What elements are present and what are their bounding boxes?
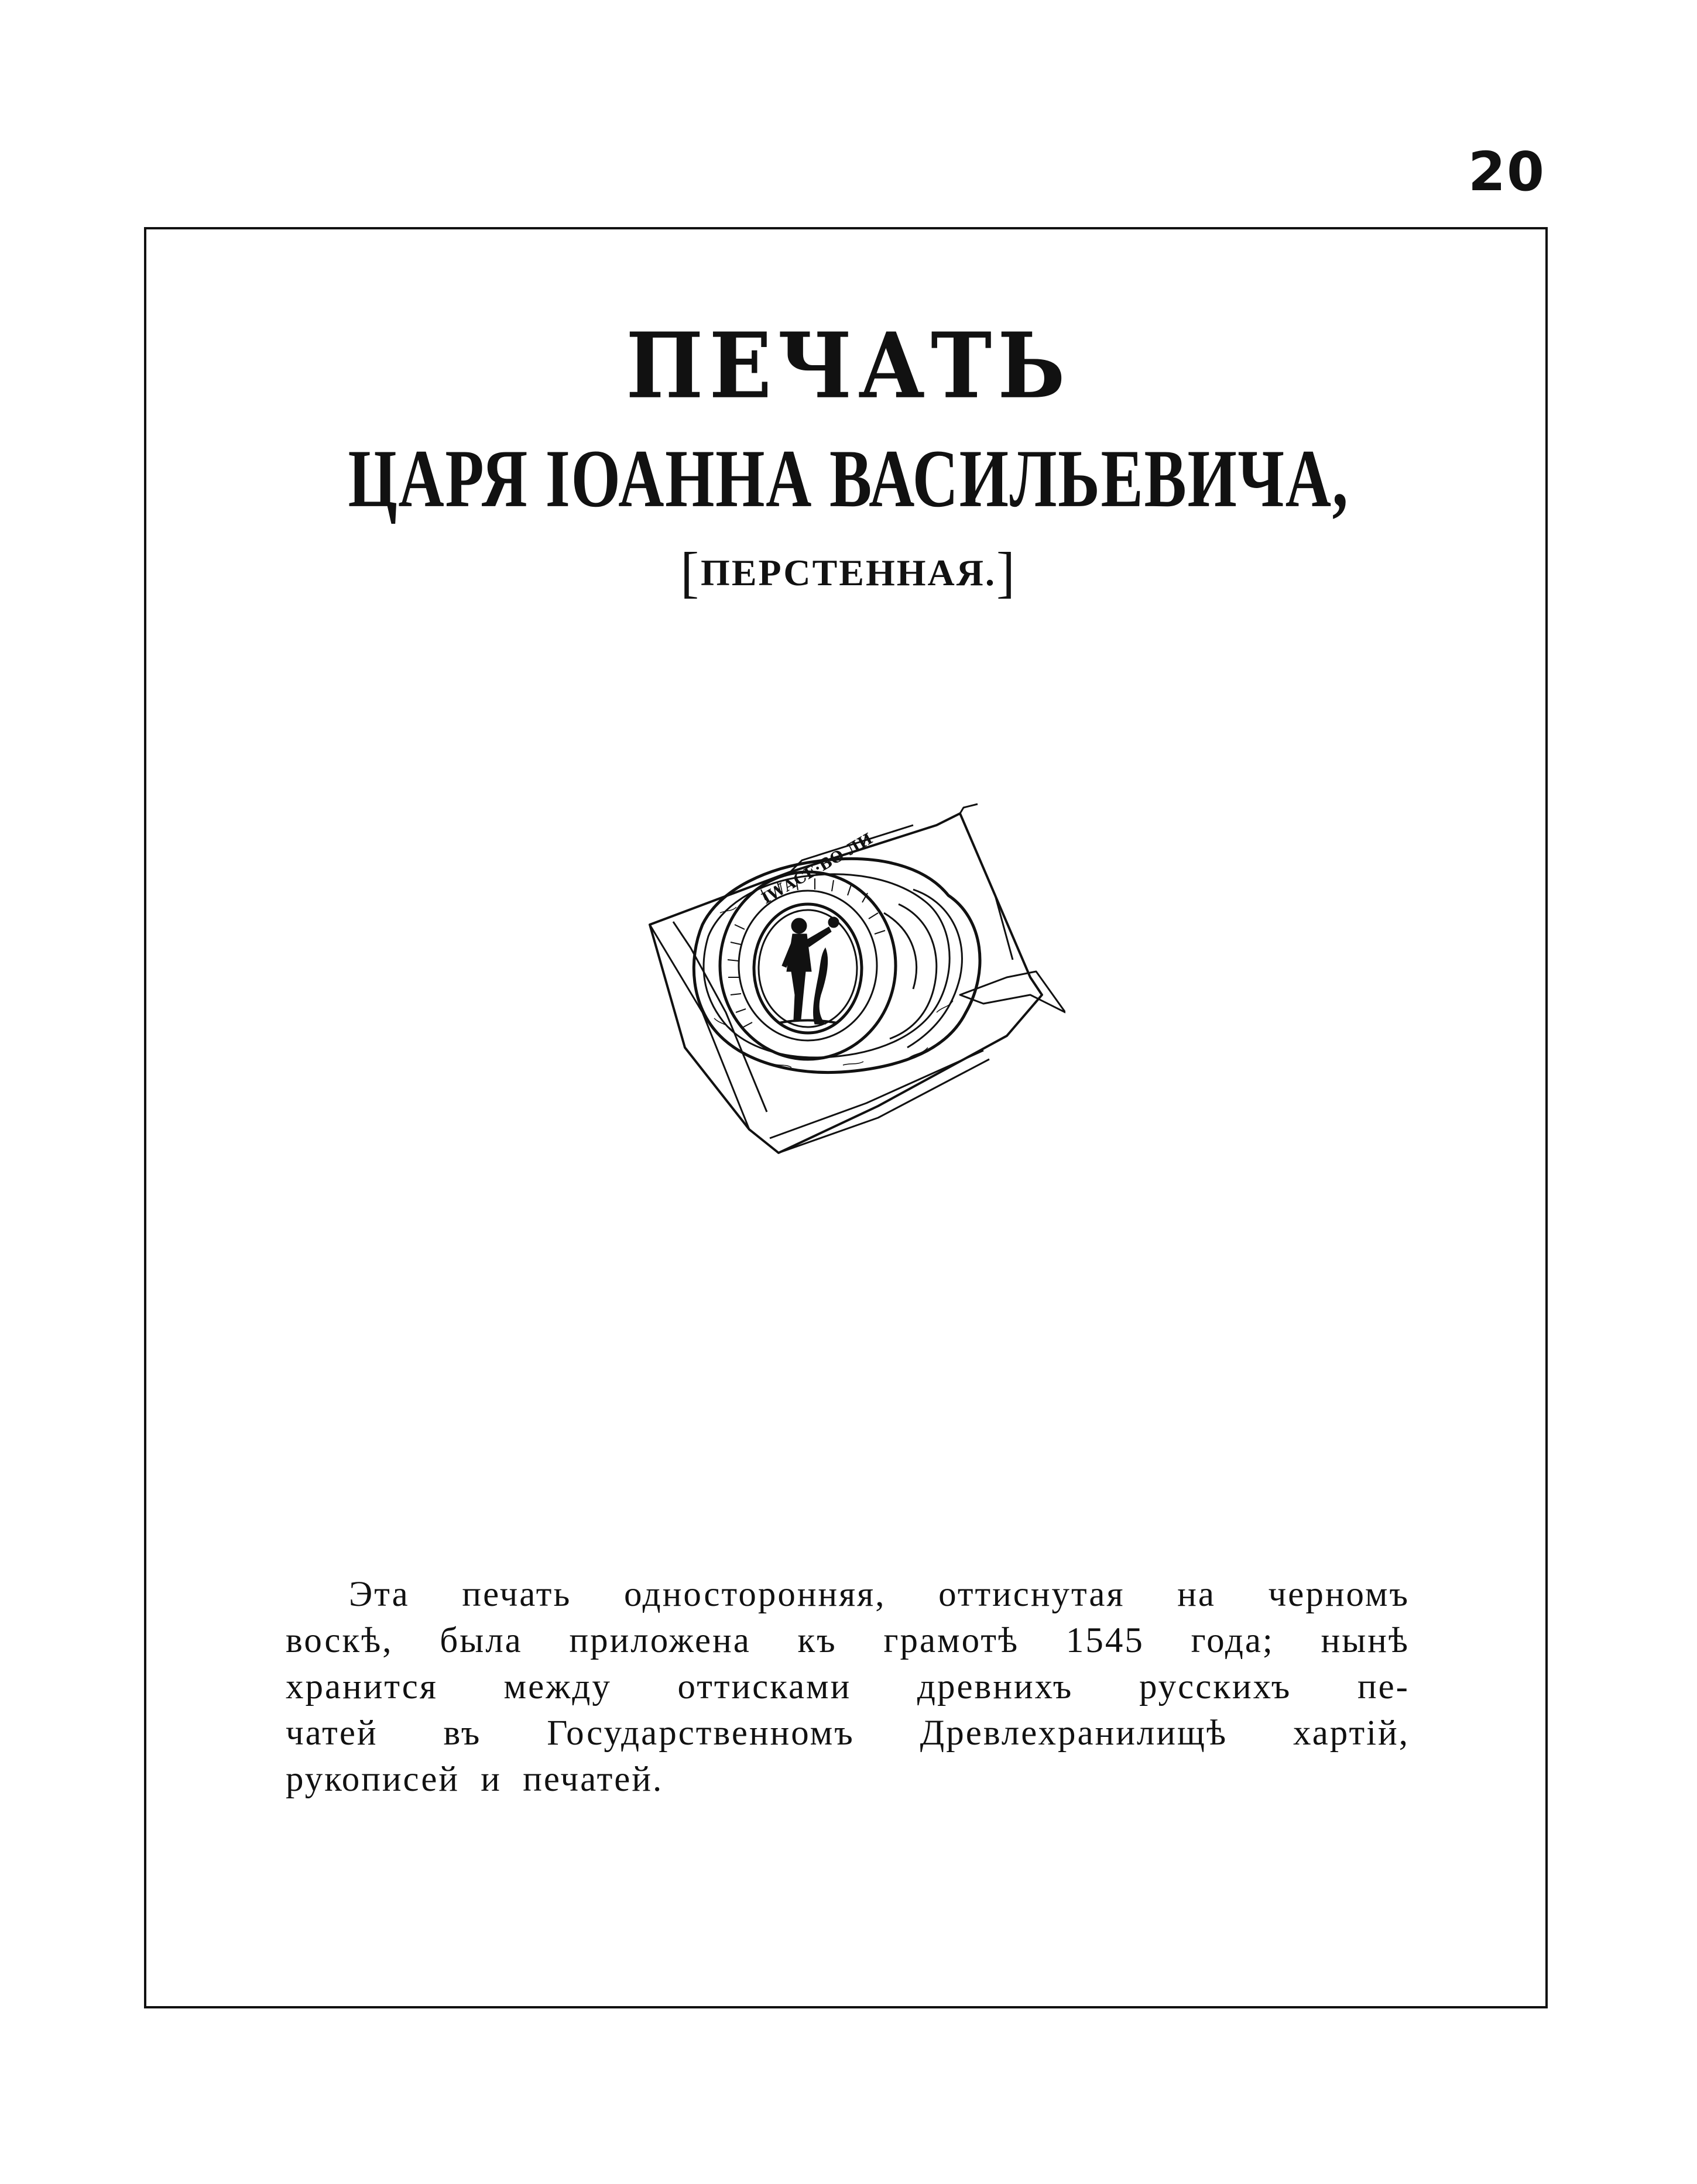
title-note	[0, 541, 1697, 603]
seal-inscription: ІWАСЕ·ВО ЛИ	[759, 830, 876, 908]
left-bracket: [	[680, 541, 701, 603]
page-title: ПЕЧАТЬ	[626, 313, 1071, 420]
description-line-4: чатей въ Государственномъ Древлехранилищѣ хартій,	[286, 1713, 1410, 1753]
title-note-text: ПЕРСТЕННАЯ.	[701, 552, 996, 593]
description-line-2: воскѣ, была приложена къ грамотѣ 1545 года; нынѣ	[286, 1621, 1410, 1660]
description-line-5: рукописей и печатей.	[286, 1760, 664, 1799]
seal-illustration	[632, 802, 1065, 1176]
description	[286, 1571, 1410, 1802]
page-subtitle: ЦАРЯ ІОАННА ВАСИЛЬЕВИЧА,	[348, 433, 1349, 525]
description-line-1: Эта печать односторонняя, оттиснутая на черномъ	[349, 1575, 1410, 1614]
page-number: 20	[1468, 140, 1545, 203]
right-bracket: ]	[996, 541, 1017, 603]
description-line-3: хранится между оттисками древнихъ русскихъ пе-	[286, 1667, 1410, 1706]
